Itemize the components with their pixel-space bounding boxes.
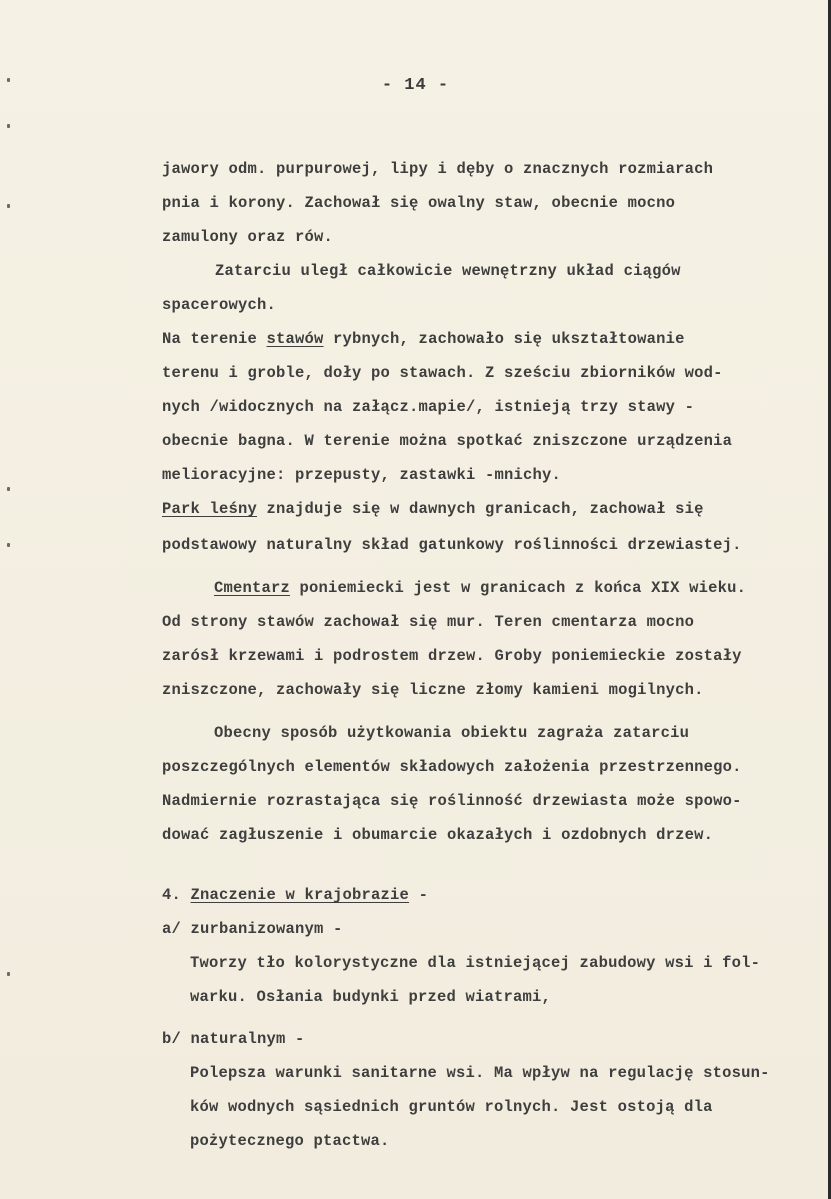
text-line (162, 1030, 305, 1048)
margin-mark (7, 543, 10, 547)
text-line (214, 579, 746, 597)
text-line (162, 647, 742, 665)
text-line (162, 432, 732, 450)
text-line (162, 398, 694, 416)
underlined-term: Znaczenie w krajobrazie (190, 886, 410, 904)
text-line (190, 1132, 390, 1150)
margin-mark (7, 204, 10, 208)
line-text: poniemiecki jest w granicach z końca XIX wieku. (290, 579, 747, 597)
line-text: podstawowy naturalny skład gatunkowy roślinności drzewiastej. (162, 536, 742, 554)
line-text: melioracyjne: przepusty, zastawki -mnichy. (162, 466, 562, 484)
line-text: Zatarciu uległ całkowicie wewnętrzny układ ciągów (215, 262, 681, 280)
line-text: spacerowych. (162, 296, 277, 314)
line-text: Obecny sposób użytkowania obiektu zagraża zatarciu (214, 724, 690, 742)
line-text: 4. (162, 886, 191, 904)
text-line (162, 330, 685, 348)
line-text: warku. Osłania budynki przed wiatrami, (190, 988, 552, 1006)
text-line (162, 364, 723, 382)
line-text: znajduje się w dawnych granicach, zachował się (257, 500, 704, 518)
text-line (190, 988, 551, 1006)
line-text: obecnie bagna. W terenie można spotkać zniszczone urządzenia (162, 432, 733, 450)
line-text: Od strony stawów zachował się mur. Teren cmentarza mocno (162, 613, 695, 631)
line-text: ków wodnych sąsiednich gruntów rolnych. Jest ostoją dla (190, 1098, 713, 1116)
margin-mark (7, 487, 10, 491)
underlined-term: stawów (266, 330, 324, 348)
text-line (162, 500, 704, 518)
text-line (190, 1098, 713, 1116)
text-line (162, 296, 276, 314)
text-line (190, 954, 760, 972)
text-line (190, 1064, 770, 1082)
text-line (162, 194, 675, 212)
line-text: zarósł krzewami i podrostem drzew. Groby poniemieckie zostały (162, 647, 742, 665)
text-line (162, 228, 333, 246)
line-text: b/ naturalnym - (162, 1030, 305, 1048)
line-text: nych /widocznych na załącz.mapie/, istnieją trzy stawy - (162, 398, 695, 416)
line-text: - (409, 886, 429, 904)
margin-mark (7, 972, 10, 976)
text-line (162, 886, 428, 904)
text-line (214, 724, 689, 742)
text-line (162, 792, 742, 810)
line-text: poszczególnych elementów składowych założenia przestrzennego. (162, 758, 742, 776)
page-number: - 14 - (381, 76, 450, 95)
text-line (162, 613, 694, 631)
line-text: jawory odm. purpurowej, lipy i dęby o znacznych rozmiarach (162, 160, 714, 178)
line-text: zamulony oraz rów. (162, 228, 334, 246)
margin-mark (7, 124, 10, 128)
text-line (162, 826, 713, 844)
text-line (162, 681, 704, 699)
text-line (162, 758, 742, 776)
underlined-term: Cmentarz (214, 579, 291, 597)
line-text: pnia i korony. Zachował się owalny staw, obecnie mocno (162, 194, 676, 212)
line-text: rybnych, zachowało się ukształtowanie (323, 330, 685, 348)
text-line (162, 536, 742, 554)
text-line (215, 262, 681, 280)
line-text: a/ zurbanizowanym - (162, 920, 343, 938)
text-line (162, 920, 343, 938)
line-text: Polepsza warunki sanitarne wsi. Ma wpływ na regulację stosun- (190, 1064, 770, 1082)
underlined-term: Park leśny (162, 500, 258, 518)
line-text: zniszczone, zachowały się liczne złomy kamieni mogilnych. (162, 681, 704, 699)
line-text: Na terenie (162, 330, 267, 348)
line-text: dować zagłuszenie i obumarcie okazałych i ozdobnych drzew. (162, 826, 714, 844)
text-line (162, 466, 561, 484)
text-line (162, 160, 713, 178)
line-text: pożytecznego ptactwa. (190, 1132, 390, 1150)
line-text: Nadmiernie rozrastająca się roślinność drzewiasta może spowo- (162, 792, 742, 810)
line-text: terenu i groble, doły po stawach. Z sześciu zbiorników wod- (162, 364, 723, 382)
line-text: Tworzy tło kolorystyczne dla istniejącej zabudowy wsi i fol- (190, 954, 761, 972)
